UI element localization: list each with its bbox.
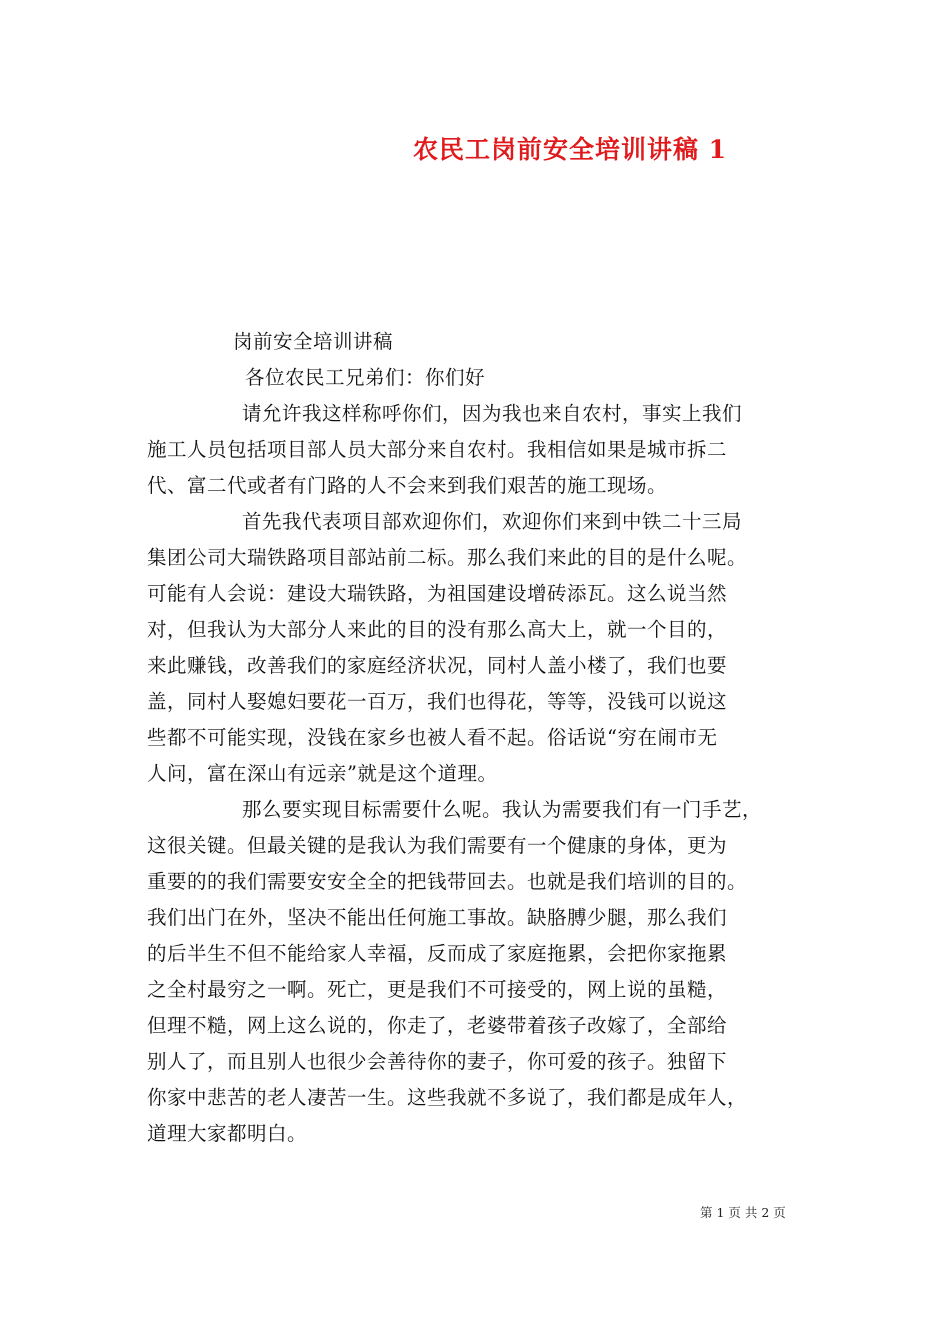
paragraph-line: 代、富二代或者有门路的人不会来到我们艰苦的施工现场。 [147, 474, 668, 497]
paragraph-line: 你家中悲苦的老人凄苦一生。这些我就不多说了，我们都是成年人， [147, 1086, 748, 1109]
paragraph-line: 人问，富在深山有远亲”就是这个道理。 [147, 762, 498, 785]
paragraph-line: 施工人员包括项目部人员大部分来自农村。我相信如果是城市拆二 [147, 438, 728, 461]
paragraph-line: 对，但我认为大部分人来此的目的没有那么高大上，就一个目的， [147, 618, 728, 641]
document-body [147, 324, 807, 1152]
paragraph-line: 这很关键。但最关键的是我认为我们需要有一个健康的身体，更为 [147, 834, 728, 857]
paragraph-line: 别人了，而且别人也很少会善待你的妻子，你可爱的孩子。独留下 [147, 1050, 728, 1073]
paragraph-line: 那么要实现目标需要什么呢。我认为需要我们有一门手艺， [242, 798, 763, 821]
paragraph-3 [147, 792, 807, 1152]
paragraph-line: 可能有人会说：建设大瑞铁路，为祖国建设增砖添瓦。这么说当然 [147, 582, 728, 605]
paragraph-line: 的后半生不但不能给家人幸福，反而成了家庭拖累，会把你家拖累 [147, 942, 728, 965]
paragraph-line: 首先我代表项目部欢迎你们，欢迎你们来到中铁二十三局 [242, 510, 743, 533]
paragraph-line: 盖，同村人娶媳妇要花一百万，我们也得花，等等，没钱可以说这 [147, 690, 728, 713]
paragraph-2 [147, 504, 807, 792]
paragraph-line: 重要的的我们需要安安全全的把钱带回去。也就是我们培训的目的。 [147, 870, 748, 893]
paragraph-line: 道理大家都明白。 [147, 1122, 308, 1145]
paragraph-line: 集团公司大瑞铁路项目部站前二标。那么我们来此的目的是什么呢。 [147, 546, 748, 569]
page-number: 第 1 页 共 2 页 [700, 1205, 786, 1220]
paragraph-line: 我们出门在外，坚决不能出任何施工事故。缺胳膊少腿，那么我们 [147, 906, 728, 929]
paragraph-line: 些都不可能实现，没钱在家乡也被人看不起。俗话说“穷在闹市无 [147, 726, 718, 749]
greeting: 各位农民工兄弟们：你们好 [245, 366, 486, 389]
paragraph-line: 但理不糙，网上这么说的，你走了，老婆带着孩子改嫁了，全部给 [147, 1014, 728, 1037]
paragraph-line: 之全村最穷之一啊。死亡，更是我们不可接受的，网上说的虽糙， [147, 978, 728, 1001]
paragraph-line: 来此赚钱，改善我们的家庭经济状况，同村人盖小楼了，我们也要 [147, 654, 728, 677]
document-title: 农民工岗前安全培训讲稿 1 [412, 135, 728, 164]
paragraph-1 [147, 396, 807, 504]
paragraph-line: 请允许我这样称呼你们，因为我也来自农村，事实上我们 [242, 402, 743, 425]
subtitle: 岗前安全培训讲稿 [233, 330, 394, 353]
